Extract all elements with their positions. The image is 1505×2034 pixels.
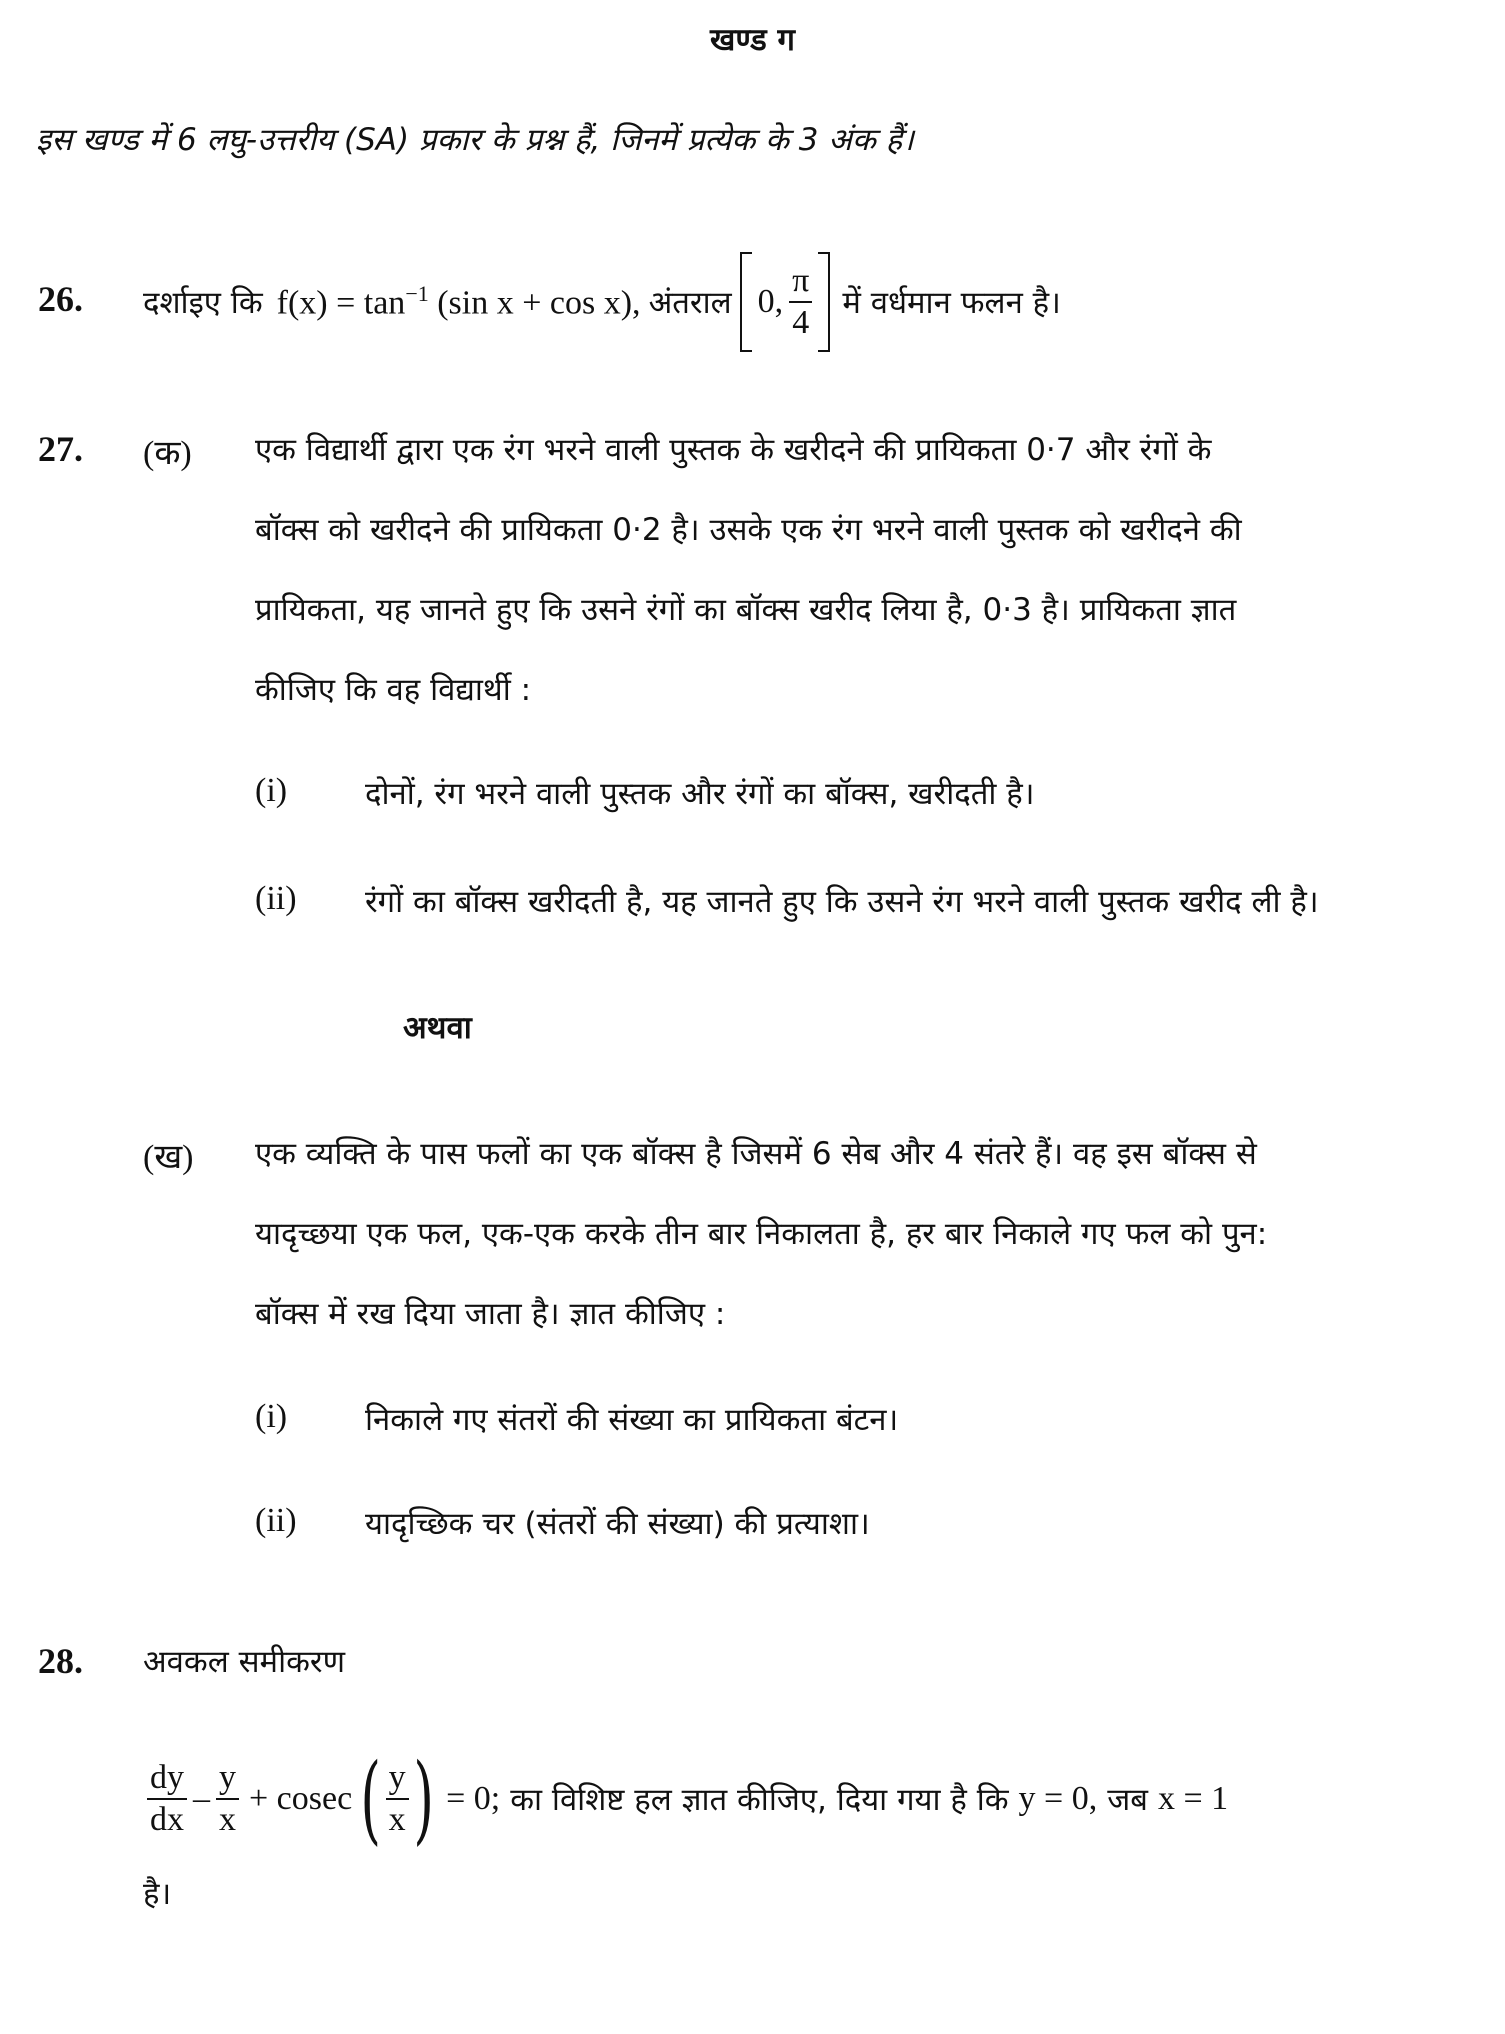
part-a-line: बॉक्स को खरीदने की प्रायिकता 0·2 है। उसके एक रंग भरने वाली पुस्तक को खरीदने की <box>255 512 1242 548</box>
or-label: अथवा <box>403 1010 472 1046</box>
y-over-x-fraction: $\frac{y}{x}$ <box>386 1760 409 1837</box>
section-title: खण्ड ग <box>710 22 795 58</box>
interval-expression: 0, $\frac{\pi}{4}$ <box>740 252 831 352</box>
equation-text: का विशिष्ट हल ज्ञात कीजिए, दिया गया है कि <box>510 1782 1009 1818</box>
pi-over-4-fraction: $\frac{\pi}{4}$ <box>789 263 812 340</box>
right-paren: ) <box>413 1743 434 1855</box>
question-text-end: में वर्धमान फलन है। <box>842 285 1061 321</box>
subpart-label: (ii) <box>255 1502 297 1539</box>
condition-y: y = 0, <box>1018 1780 1098 1817</box>
part-label: (क) <box>143 435 192 472</box>
question-number: 26. <box>38 279 83 319</box>
part-a-line: प्रायिकता, यह जानते हुए कि उसने रंगों का बॉक्स खरीद लिया है, 0·3 है। प्रायिकता ज्ञात <box>255 592 1237 628</box>
subpart-text: निकाले गए संतरों की संख्या का प्रायिकता बंटन। <box>365 1402 899 1438</box>
question-text: दर्शाइए कि <box>143 285 263 321</box>
question-intro: अवकल समीकरण <box>143 1644 346 1680</box>
part-a-line: एक विद्यार्थी द्वारा एक रंग भरने वाली पुस्तक के खरीदने की प्रायिकता 0·7 और रंगों के <box>255 432 1212 468</box>
part-a-line: कीजिए कि वह विद्यार्थी : <box>255 672 532 708</box>
condition-text: जब <box>1107 1782 1148 1818</box>
part-b-line: बॉक्स में रख दिया जाता है। ज्ञात कीजिए : <box>255 1296 726 1332</box>
right-bracket <box>818 252 830 352</box>
subpart-text: रंगों का बॉक्स खरीदती है, यह जानते हुए कि उसने रंग भरने वाली पुस्तक खरीद ली है। <box>365 884 1319 920</box>
question-ending: है। <box>143 1876 172 1912</box>
subpart-label: (ii) <box>255 880 297 917</box>
dy-dx-fraction: $\frac{dy}{dx}$ <box>147 1760 187 1837</box>
subpart-text: यादृच्छिक चर (संतरों की संख्या) की प्रत्याशा। <box>365 1506 870 1542</box>
subpart-label: (i) <box>255 772 288 809</box>
cosec-term: + cosec <box>249 1780 353 1817</box>
minus-sign: – <box>193 1780 210 1817</box>
part-label: (ख) <box>143 1139 194 1176</box>
question-number: 28. <box>38 1641 83 1681</box>
condition-x: x = 1 <box>1157 1780 1229 1817</box>
part-b-line: यादृच्छया एक फल, एक-एक करके तीन बार निकालता है, हर बार निकाले गए फल को पुन: <box>255 1216 1268 1252</box>
function-expression: $f(x) = \tan^{-1} (\sin$ x + cos x), <box>276 281 641 322</box>
interval-label: अंतराल <box>648 285 732 321</box>
differential-equation <box>143 1744 1228 1854</box>
subpart-text: दोनों, रंग भरने वाली पुस्तक और रंगों का बॉक्स, खरीदती है। <box>365 776 1035 812</box>
equals-zero: = 0; <box>446 1780 501 1817</box>
y-over-x-fraction: $\frac{y}{x}$ <box>216 1760 239 1837</box>
left-bracket <box>740 252 752 352</box>
part-b-line: एक व्यक्ति के पास फलों का एक बॉक्स है जिसमें 6 सेब और 4 संतरे हैं। वह इस बॉक्स से <box>255 1136 1257 1172</box>
subpart-label: (i) <box>255 1398 288 1435</box>
question-26-text <box>143 252 1061 352</box>
question-number: 27. <box>38 429 83 469</box>
left-paren: ( <box>360 1743 382 1855</box>
section-instruction: इस खण्ड में 6 लघु-उत्तरीय (SA) प्रकार के प्रश्न हैं, जिनमें प्रत्येक के 3 अंक हैं। <box>36 122 914 158</box>
